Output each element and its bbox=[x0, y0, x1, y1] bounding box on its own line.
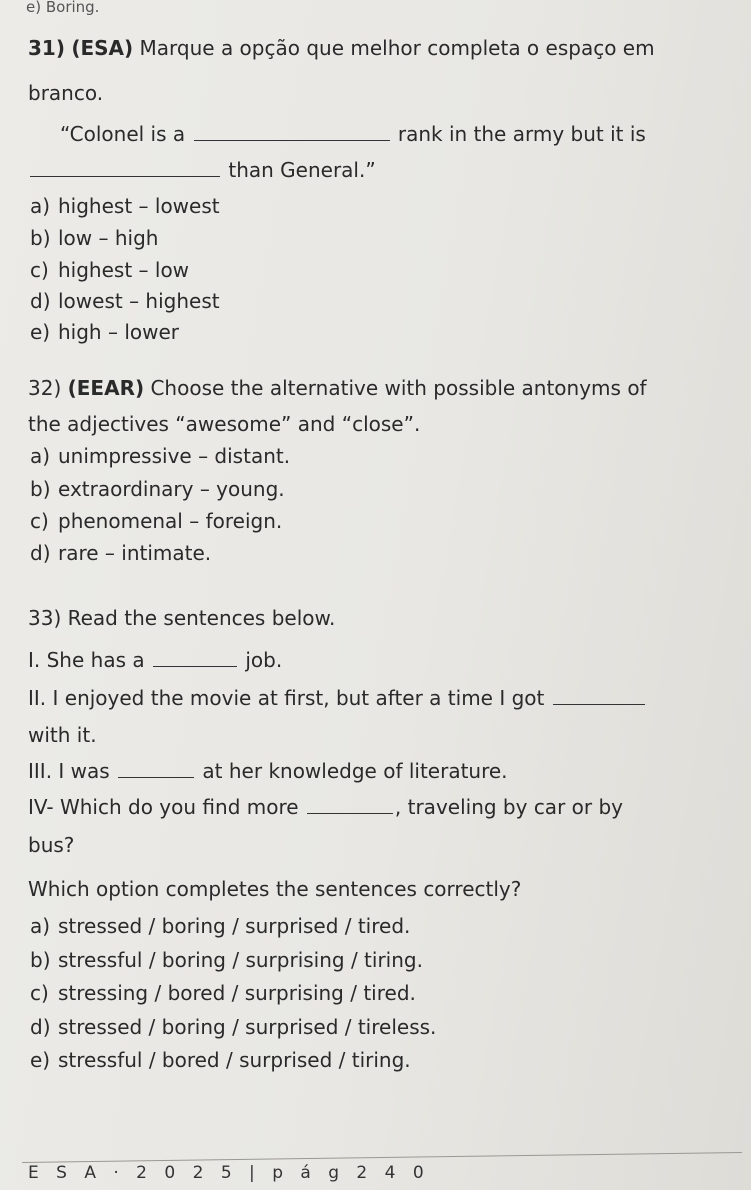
q31-sentence-b: rank in the army but it is bbox=[397, 122, 646, 146]
q33-blank-4 bbox=[307, 795, 393, 814]
q32-option-a: a) unimpressive – distant. bbox=[30, 444, 291, 468]
q31-blank-1 bbox=[194, 122, 390, 141]
q33-option-a: a) stressed / boring / surprised / tired. bbox=[30, 914, 411, 938]
q33-option-d: d) stressed / boring / surprised / tireless. bbox=[30, 1015, 437, 1039]
q33-blank-3 bbox=[118, 759, 194, 778]
q33-option-b: b) stressful / boring / surprising / tiring. bbox=[30, 948, 423, 972]
q32-number: 32) bbox=[28, 376, 62, 400]
q32-source: (EEAR) bbox=[67, 376, 145, 400]
q31-option-e: e) high – lower bbox=[30, 320, 179, 344]
q32-option-c: c) phenomenal – foreign. bbox=[30, 509, 283, 533]
q31-option-c: c) highest – low bbox=[30, 258, 190, 282]
q32-prompt-line2: the adjectives “awesome” and “close”. bbox=[28, 412, 421, 436]
footer-rule bbox=[22, 1152, 742, 1163]
q32-prompt-line1 bbox=[28, 376, 647, 400]
q31-sentence-c: than General.” bbox=[228, 158, 376, 182]
q31-blank-2 bbox=[30, 158, 220, 177]
q32-option-d: d) rare – intimate. bbox=[30, 541, 212, 565]
q33-title: 33) Read the sentences below. bbox=[28, 606, 336, 630]
q31-sentence-a: “Colonel is a bbox=[60, 122, 186, 146]
page-footer: E S A · 2 0 2 5 | p á g 2 4 0 bbox=[28, 1163, 430, 1183]
q33-option-c: c) stressing / bored / surprising / tired. bbox=[30, 981, 416, 1005]
q33-sentence-2-line2: with it. bbox=[28, 723, 97, 747]
q32-option-b: b) extraordinary – young. bbox=[30, 477, 285, 501]
q31-number: 31) bbox=[28, 36, 65, 60]
q31-option-b: b) low – high bbox=[30, 226, 159, 250]
q33-sentence-1: I. She has a job. bbox=[28, 648, 283, 672]
q33-blank-1 bbox=[153, 648, 237, 667]
q31-sentence-line1 bbox=[60, 122, 646, 146]
q31-prompt-text: Marque a opção que melhor completa o espaço em bbox=[139, 36, 655, 60]
q33-sentence-2-line1: II. I enjoyed the movie at first, but after a time I got bbox=[28, 686, 647, 710]
q31-source: (ESA) bbox=[71, 36, 134, 60]
q33-question: Which option completes the sentences correctly? bbox=[28, 877, 522, 901]
q33-blank-2 bbox=[553, 686, 645, 705]
q31-option-a: a) highest – lowest bbox=[30, 194, 220, 218]
q33-sentence-4-line1: IV- Which do you find more , traveling by car or by bbox=[28, 795, 623, 819]
q32-prompt-text: Choose the alternative with possible antonyms of bbox=[150, 376, 647, 400]
q31-prompt-line2: branco. bbox=[28, 81, 104, 105]
q33-option-e: e) stressful / bored / surprised / tiring. bbox=[30, 1048, 411, 1072]
q31-prompt-line1 bbox=[28, 36, 655, 60]
previous-option-fragment: e) Boring. bbox=[26, 0, 100, 16]
q33-sentence-3: III. I was at her knowledge of literature. bbox=[28, 759, 508, 783]
q33-sentence-4-line2: bus? bbox=[28, 833, 75, 857]
q31-sentence-line2 bbox=[28, 158, 376, 182]
q31-option-d: d) lowest – highest bbox=[30, 289, 220, 313]
